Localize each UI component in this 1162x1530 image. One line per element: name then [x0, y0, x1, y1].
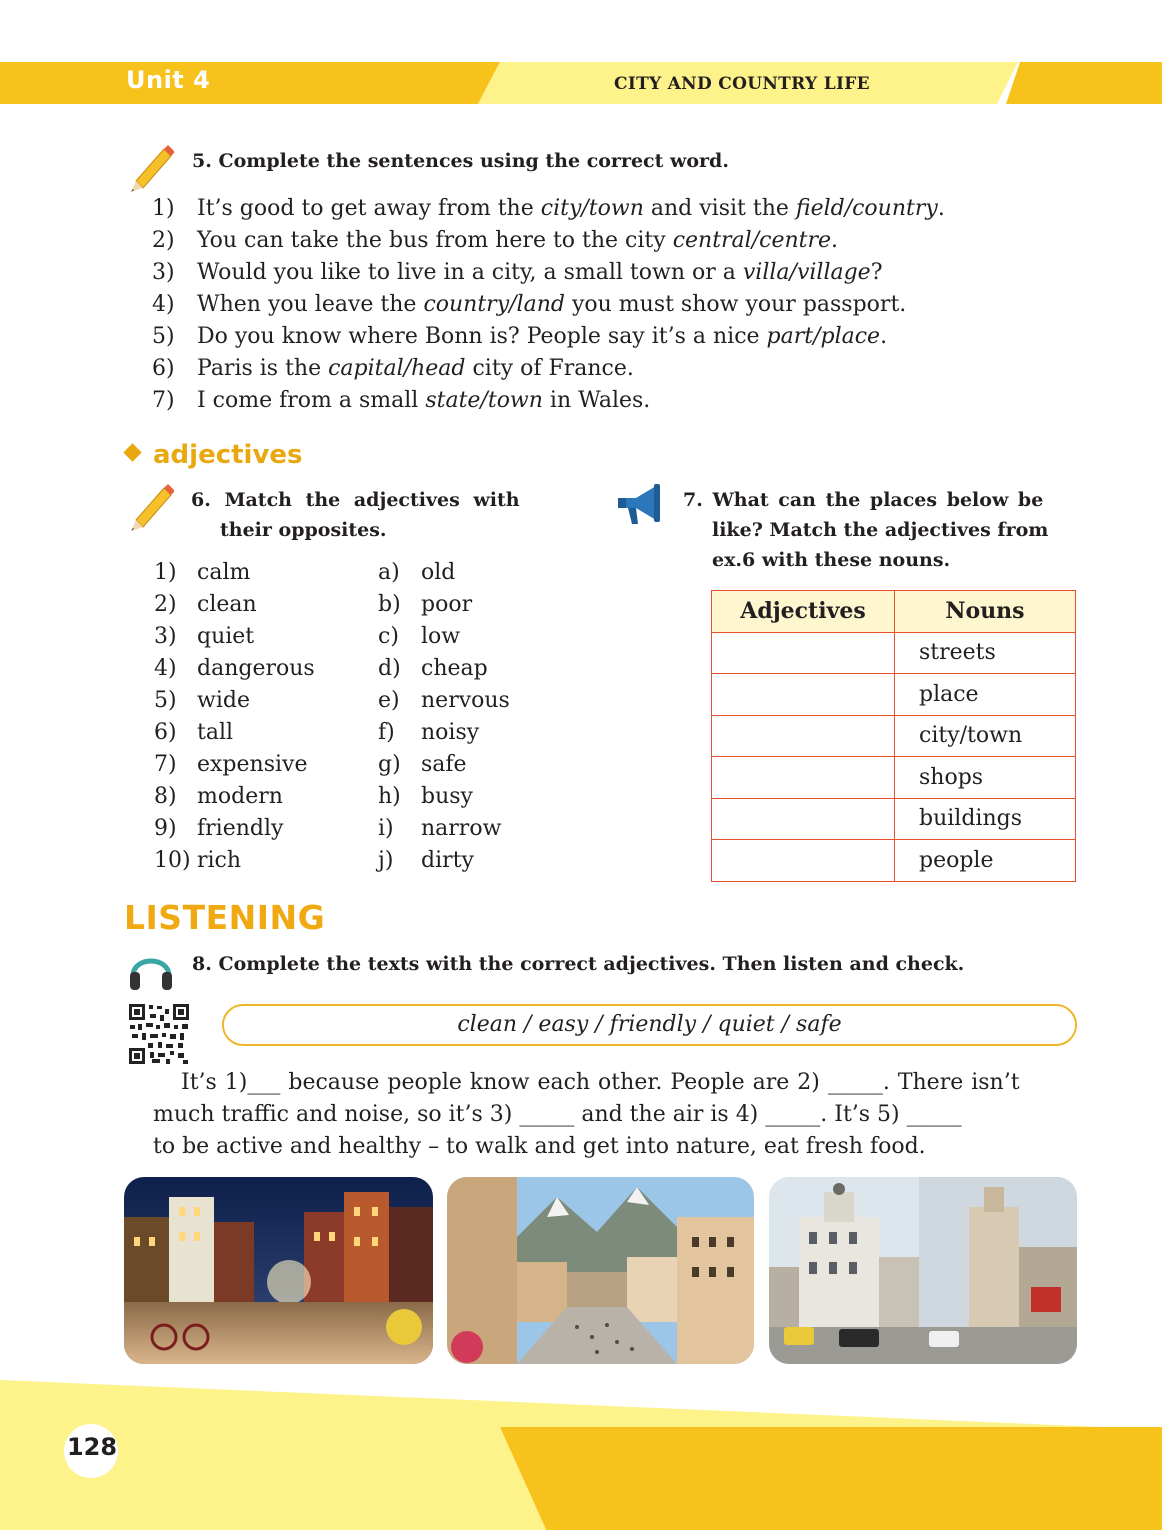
sentence-text: When you leave the	[197, 292, 424, 317]
adjective-word: modern	[197, 784, 283, 809]
adjective-item	[154, 557, 315, 589]
word-choice: central/centre	[672, 228, 832, 253]
adjective-word: expensive	[197, 752, 308, 777]
sentence-text: ?	[870, 260, 883, 285]
qr-code-icon[interactable]	[128, 1003, 190, 1065]
adjective-answer-cell[interactable]	[712, 674, 895, 716]
adjectives-heading-text: adjectives	[153, 440, 303, 470]
word-choice: villa/village	[742, 260, 871, 285]
word-choice: city/town	[540, 196, 644, 221]
sentence-number: 2)	[152, 228, 175, 253]
sentence-number: 3)	[152, 260, 175, 285]
noun-cell: people	[895, 840, 1076, 882]
opposite-item	[378, 589, 510, 621]
sentence-text: Would you like to live in a city, a small town or a	[197, 260, 743, 285]
adjective-answer-cell[interactable]	[712, 798, 895, 840]
opposite-item	[378, 813, 510, 845]
sentence-item	[152, 321, 1082, 353]
adjective-item	[154, 589, 315, 621]
adjective-number: 10)	[154, 848, 191, 873]
night-street-photo	[124, 1177, 433, 1364]
unit-title: CITY AND COUNTRY LIFE	[614, 74, 870, 94]
sentence-text: Paris is the	[197, 356, 329, 381]
opposite-letter: h)	[378, 784, 401, 809]
exercise-6-instruction-line-1: 6. Match the adjectives with	[191, 489, 520, 511]
table-header-nouns: Nouns	[895, 591, 1076, 633]
opposite-item	[378, 621, 510, 653]
opposite-item	[378, 653, 510, 685]
footer-band-yellow	[500, 1427, 1162, 1530]
sentence-number: 7)	[152, 388, 175, 413]
table-row	[712, 757, 1076, 799]
sentence-text: .	[831, 228, 839, 253]
sentence-text: city of France.	[465, 356, 634, 381]
adjective-word: friendly	[197, 816, 284, 841]
sentence-text: in Wales.	[542, 388, 651, 413]
opposite-word: cheap	[421, 656, 488, 681]
adjective-number: 3)	[154, 624, 177, 649]
diamond-bullet-icon	[123, 443, 141, 461]
opposite-word: nervous	[421, 688, 510, 713]
adjectives-nouns-table	[711, 590, 1076, 882]
noun-cell: shops	[895, 757, 1076, 799]
sentence-text: I come from a small	[197, 388, 426, 413]
sentence-item	[152, 257, 1082, 289]
exercise-6-adjectives-list	[154, 557, 315, 877]
word-choice: capital/head	[328, 356, 466, 381]
noun-cell: streets	[895, 632, 1076, 674]
adjective-word: clean	[197, 592, 257, 617]
adjective-number: 2)	[154, 592, 177, 617]
opposite-word: noisy	[421, 720, 480, 745]
adjective-number: 8)	[154, 784, 177, 809]
sentence-item	[152, 289, 1082, 321]
sentence-number: 1)	[152, 196, 175, 221]
opposite-item	[378, 685, 510, 717]
table-row	[712, 632, 1076, 674]
adjective-word: calm	[197, 560, 251, 585]
sentence-number: 4)	[152, 292, 175, 317]
exercise-6-opposites-list	[378, 557, 510, 877]
opposite-letter: g)	[378, 752, 401, 777]
gap-text-line: to be active and healthy – to walk and get into nature, eat fresh food.	[153, 1134, 926, 1159]
adjective-number: 7)	[154, 752, 177, 777]
opposite-letter: j)	[378, 848, 394, 873]
opposite-word: low	[421, 624, 461, 649]
noun-cell: place	[895, 674, 1076, 716]
sentence-item	[152, 353, 1082, 385]
adjective-word: rich	[197, 848, 242, 873]
adjective-word: wide	[197, 688, 250, 713]
header-band-left	[0, 62, 500, 104]
sentence-text: You can take the bus from here to the city	[197, 228, 673, 253]
adjective-answer-cell[interactable]	[712, 840, 895, 882]
adjective-item	[154, 621, 315, 653]
exercise-8-gap-text	[153, 1067, 1078, 1163]
opposite-letter: e)	[378, 688, 400, 713]
adjective-item	[154, 717, 315, 749]
exercise-7-instruction-line-1: 7. What can the places below be	[683, 489, 1044, 511]
noun-cell: city/town	[895, 715, 1076, 757]
header-band-right	[1006, 62, 1162, 104]
adjective-word: dangerous	[197, 656, 315, 681]
adjective-item	[154, 813, 315, 845]
sentence-item	[152, 385, 1082, 417]
word-bank-box: clean / easy / friendly / quiet / safe	[222, 1004, 1077, 1046]
opposite-word: busy	[421, 784, 473, 809]
sentence-number: 5)	[152, 324, 175, 349]
megaphone-icon	[616, 480, 666, 528]
opposite-letter: b)	[378, 592, 401, 617]
adjective-word: quiet	[197, 624, 255, 649]
opposite-item	[378, 781, 510, 813]
word-choice: state/town	[425, 388, 543, 413]
table-row	[712, 674, 1076, 716]
opposite-letter: c)	[378, 624, 399, 649]
listening-heading: LISTENING	[124, 898, 326, 937]
adjective-answer-cell[interactable]	[712, 632, 895, 674]
exercise-5-sentence-list	[152, 193, 1082, 417]
opposite-word: old	[421, 560, 456, 585]
noun-cell: buildings	[895, 798, 1076, 840]
sentence-item	[152, 225, 1082, 257]
sentence-item	[152, 193, 1082, 225]
adjective-item	[154, 845, 315, 877]
adjective-word: tall	[197, 720, 234, 745]
adjective-number: 9)	[154, 816, 177, 841]
sentence-text: .	[937, 196, 945, 221]
adjective-number: 5)	[154, 688, 177, 713]
opposite-word: safe	[421, 752, 467, 777]
adjective-number: 4)	[154, 656, 177, 681]
table-row	[712, 798, 1076, 840]
adjective-item	[154, 781, 315, 813]
pencil-icon	[126, 143, 174, 193]
exercise-7-instruction-line-3: ex.6 with these nouns.	[712, 549, 951, 571]
unit-label: Unit 4	[126, 66, 211, 94]
word-choice: part/place	[766, 324, 881, 349]
opposite-letter: a)	[378, 560, 400, 585]
opposite-letter: i)	[378, 816, 394, 841]
opposite-item	[378, 557, 510, 589]
table-header-row	[712, 591, 1076, 633]
adjective-item	[154, 685, 315, 717]
exercise-8-instruction: 8. Complete the texts with the correct adjectives. Then listen and check.	[192, 953, 965, 975]
table-header-adjectives: Adjectives	[712, 591, 895, 633]
sentence-text: .	[880, 324, 888, 349]
exercise-7-instruction-line-2: like? Match the adjectives from	[712, 519, 1049, 541]
exercise-6-instruction-line-2: their opposites.	[220, 519, 387, 541]
adjective-item	[154, 653, 315, 685]
headphones-icon	[126, 944, 176, 992]
adjective-number: 6)	[154, 720, 177, 745]
page-number: 128	[66, 1433, 118, 1461]
gap-text-line: It’s 1)___ because people know each other. People are 2) _____. There isn’t	[181, 1070, 1020, 1095]
adjectives-heading	[126, 440, 303, 470]
sentence-text: Do you know where Bonn is? People say it’s a nice	[197, 324, 767, 349]
opposite-item	[378, 717, 510, 749]
adjective-number: 1)	[154, 560, 177, 585]
mountain-town-square-photo	[447, 1177, 754, 1364]
sentence-number: 6)	[152, 356, 175, 381]
opposite-item	[378, 749, 510, 781]
adjective-answer-cell[interactable]	[712, 757, 895, 799]
exercise-5-instruction: 5. Complete the sentences using the correct word.	[192, 150, 729, 172]
pencil-icon	[126, 482, 174, 532]
adjective-item	[154, 749, 315, 781]
gap-text-line: much traffic and noise, so it’s 3) _____ and the air is 4) _____. It’s 5) _____	[153, 1102, 962, 1127]
table-row	[712, 715, 1076, 757]
sentence-text: you must show your passport.	[564, 292, 907, 317]
word-choice: field/country	[795, 196, 938, 221]
word-choice: country/land	[423, 292, 565, 317]
table-row	[712, 840, 1076, 882]
opposite-word: dirty	[421, 848, 474, 873]
sentence-text: It’s good to get away from the	[197, 196, 541, 221]
sentence-text: and visit the	[643, 196, 796, 221]
opposite-letter: d)	[378, 656, 401, 681]
opposite-item	[378, 845, 510, 877]
opposite-word: narrow	[421, 816, 502, 841]
opposite-letter: f)	[378, 720, 395, 745]
opposite-word: poor	[421, 592, 473, 617]
city-buildings-photo	[769, 1177, 1077, 1364]
adjective-answer-cell[interactable]	[712, 715, 895, 757]
